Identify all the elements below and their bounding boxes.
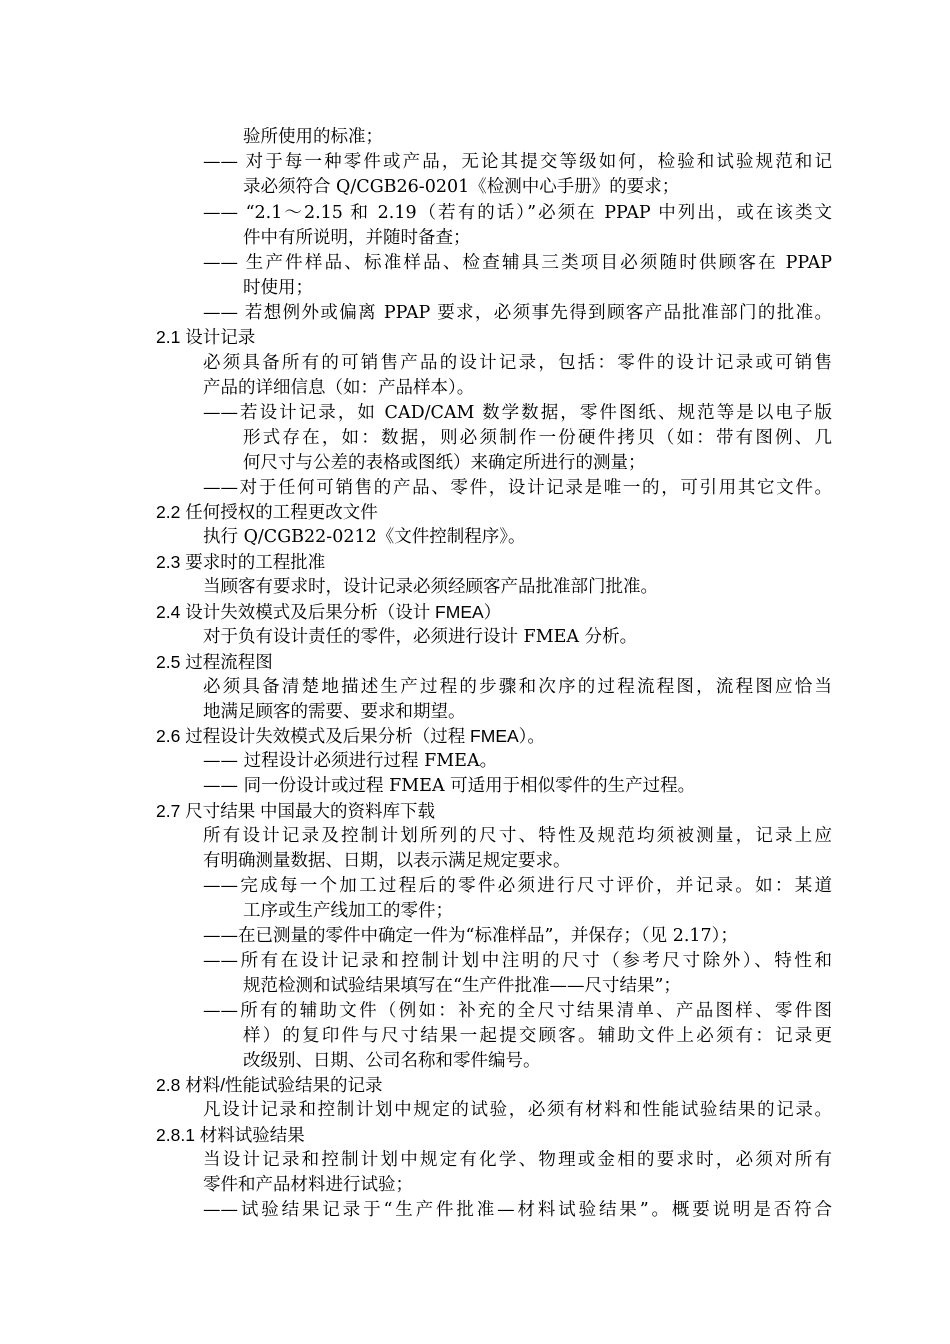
text-line: 工序或生产线加工的零件； — [243, 901, 453, 921]
text-line: 所有设计记录及控制计划所列的尺寸、特性及规范均须被测量，记录上应 — [203, 826, 832, 846]
text-line: 地满足顾客的需要、要求和期望。 — [203, 702, 466, 722]
text-line: ——完成每一个加工过程后的零件必须进行尺寸评价，并记录。如：某道 — [203, 876, 832, 896]
text-line: ——对于任何可销售的产品、零件，设计记录是唯一的，可引用其它文件。 — [203, 478, 832, 498]
section-heading: 2.8.1 材料试验结果 — [156, 1125, 305, 1145]
text-line: 样）的复印件与尺寸结果一起提交顾客。辅助文件上必须有：记录更 — [243, 1026, 832, 1046]
text-line: —— “2.1～2.15 和 2.19（若有的话）”必须在 PPAP 中列出，或在该类文 — [203, 203, 832, 223]
text-line: 验所使用的标准； — [243, 127, 383, 147]
section-heading: 2.4 设计失效模式及后果分析（设计 FMEA） — [156, 602, 502, 622]
section-heading: 2.2 任何授权的工程更改文件 — [156, 502, 378, 522]
text-line: ——所有的辅助文件（例如：补充的全尺寸结果清单、产品图样、零件图 — [203, 1001, 832, 1021]
section-heading: 2.7 尺寸结果 中国最大的资料库下载 — [156, 801, 436, 821]
text-line: —— 过程设计必须进行过程 FMEA。 — [203, 751, 498, 771]
text-line: 何尺寸与公差的表格或图纸）来确定所进行的测量； — [243, 453, 646, 473]
text-line: 当设计记录和控制计划中规定有化学、物理或金相的要求时，必须对所有 — [203, 1150, 832, 1170]
section-heading: 2.1 设计记录 — [156, 327, 256, 347]
text-line: —— 对于每一种零件或产品，无论其提交等级如何，检验和试验规范和记 — [203, 152, 832, 172]
text-line: 执行 Q/CGB22-0212《文件控制程序》。 — [203, 527, 526, 547]
text-line: —— 生产件样品、标准样品、检查辅具三类项目必须随时供顾客在 PPAP — [203, 253, 832, 273]
text-line: —— 若想例外或偏离 PPAP 要求，必须事先得到顾客产品批准部门的批准。 — [203, 303, 832, 323]
text-line: 形式存在，如：数据，则必须制作一份硬件拷贝（如：带有图例、几 — [243, 428, 832, 448]
text-line: 当顾客有要求时，设计记录必须经顾客产品批准部门批准。 — [203, 577, 658, 597]
text-line: 零件和产品材料进行试验； — [203, 1175, 413, 1195]
text-line: ——若设计记录，如 CAD/CAM 数学数据，零件图纸、规范等是以电子版 — [203, 403, 832, 423]
text-line: 产品的详细信息（如：产品样本）。 — [203, 378, 475, 398]
text-line: 凡设计记录和控制计划中规定的试验，必须有材料和性能试验结果的记录。 — [203, 1100, 832, 1120]
text-line: —— 同一份设计或过程 FMEA 可适用于相似零件的生产过程。 — [203, 776, 696, 796]
text-line: 必须具备清楚地描述生产过程的步骤和次序的过程流程图，流程图应恰当 — [203, 677, 832, 697]
text-line: 规范检测和试验结果填写在“生产件批准——尺寸结果”； — [243, 976, 681, 996]
text-line: 对于负有设计责任的零件，必须进行设计 FMEA 分析。 — [203, 627, 638, 647]
section-heading: 2.5 过程流程图 — [156, 652, 273, 672]
section-heading: 2.3 要求时的工程批准 — [156, 552, 326, 572]
text-line: 必须具备所有的可销售产品的设计记录，包括：零件的设计记录或可销售 — [203, 353, 832, 373]
text-line: 时使用； — [243, 278, 313, 298]
text-line: 有明确测量数据、日期，以表示满足规定要求。 — [203, 851, 571, 871]
text-line: ——试验结果记录于“生产件批准—材料试验结果”。概要说明是否符合 — [203, 1200, 832, 1220]
text-line: 件中有所说明，并随时备查； — [243, 228, 471, 248]
section-heading: 2.6 过程设计失效模式及后果分析（过程 FMEA）。 — [156, 726, 545, 746]
text-line: ——所有在设计记录和控制计划中注明的尺寸（参考尺寸除外）、特性和 — [203, 951, 832, 971]
text-line: 改级别、日期、公司名称和零件编号。 — [243, 1051, 541, 1071]
section-heading: 2.8 材料/性能试验结果的记录 — [156, 1075, 383, 1095]
text-line: ——在已测量的零件中确定一件为“标准样品”，并保存；（见 2.17）； — [203, 926, 738, 946]
text-line: 录必须符合 Q/CGB26-0201《检测中心手册》的要求； — [243, 177, 680, 197]
